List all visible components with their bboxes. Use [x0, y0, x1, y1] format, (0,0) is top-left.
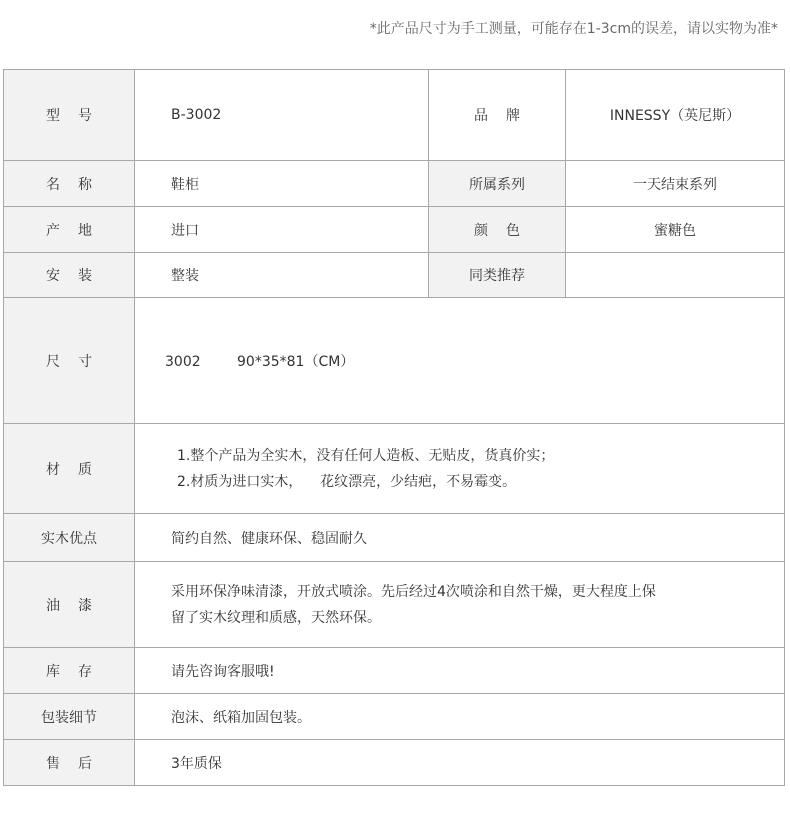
model-label: 型号 — [46, 108, 110, 124]
table-row — [4, 253, 785, 298]
material-line-2: 2.材质为进口实木， 花纹漂亮，少结疤，不易霉变。 — [177, 473, 517, 490]
brand-value-cell — [566, 70, 785, 161]
table-row — [4, 424, 785, 514]
paint-line-1: 采用环保净味清漆，开放式喷涂。先后经过4次喷涂和自然干燥，更大程度上保 — [171, 583, 656, 600]
stock-label: 库存 — [46, 663, 110, 680]
paint-value-cell — [135, 562, 785, 648]
table-row — [4, 740, 785, 786]
table-row — [4, 161, 785, 207]
name-label-cell — [4, 161, 135, 207]
material-value-cell — [135, 424, 785, 514]
aftersale-label-cell — [4, 740, 135, 786]
size-dimensions: 90*35*81（CM） — [237, 353, 355, 370]
series-value: 一天结束系列 — [633, 176, 717, 193]
name-value: 鞋柜 — [171, 176, 199, 193]
advantage-label-cell — [4, 514, 135, 562]
stock-label-cell — [4, 648, 135, 694]
paint-label: 油漆 — [46, 597, 110, 614]
table-row — [4, 70, 785, 161]
packing-label: 包装细节 — [41, 709, 97, 726]
size-label: 尺寸 — [46, 353, 110, 370]
table-row — [4, 514, 785, 562]
material-line-1: 1.整个产品为全实木，没有任何人造板、无贴皮，货真价实； — [177, 447, 555, 464]
install-value: 整装 — [171, 268, 199, 284]
material-label-cell — [4, 424, 135, 514]
name-value-cell — [135, 161, 429, 207]
brand-value: INNESSY（英尼斯） — [609, 108, 741, 124]
origin-label-cell — [4, 207, 135, 253]
size-label-cell — [4, 298, 135, 424]
color-value: 蜜糖色 — [654, 222, 696, 239]
model-value-cell — [135, 70, 429, 161]
advantage-value: 简约自然、健康环保、稳固耐久 — [171, 530, 367, 547]
table-row — [4, 298, 785, 424]
table-row — [4, 562, 785, 648]
origin-value-cell — [135, 207, 429, 253]
color-label: 颜色 — [474, 222, 538, 239]
series-label-cell — [429, 161, 566, 207]
aftersale-value-cell — [135, 740, 785, 786]
stock-value: 请先咨询客服哦! — [171, 663, 275, 680]
paint-line-2: 留了实木纹理和质感，天然环保。 — [171, 609, 381, 626]
packing-value: 泡沫、纸箱加固包装。 — [171, 709, 311, 726]
color-value-cell — [566, 207, 785, 253]
material-label: 材质 — [46, 461, 110, 478]
brand-label-cell — [429, 70, 566, 161]
advantage-value-cell — [135, 514, 785, 562]
table-row — [4, 694, 785, 740]
model-label-cell — [4, 70, 135, 161]
measurement-note: *此产品尺寸为手工测量，可能存在1-3cm的误差，请以实物为准* — [369, 21, 778, 37]
table-row — [4, 648, 785, 694]
stock-value-cell — [135, 648, 785, 694]
install-label-cell — [4, 253, 135, 298]
packing-value-cell — [135, 694, 785, 740]
size-code: 3002 — [165, 353, 201, 370]
similar-value-cell — [566, 253, 785, 298]
series-value-cell — [566, 161, 785, 207]
packing-label-cell — [4, 694, 135, 740]
install-value-cell — [135, 253, 429, 298]
brand-label: 品牌 — [474, 108, 538, 124]
origin-label: 产地 — [46, 222, 110, 239]
color-label-cell — [429, 207, 566, 253]
name-label: 名称 — [46, 176, 110, 193]
table-row — [4, 207, 785, 253]
product-spec-table — [3, 69, 785, 786]
aftersale-value: 3年质保 — [171, 755, 222, 772]
paint-label-cell — [4, 562, 135, 648]
similar-label-cell — [429, 253, 566, 298]
advantage-label: 实木优点 — [41, 530, 97, 547]
model-value: B-3002 — [171, 107, 222, 123]
install-label: 安装 — [46, 268, 110, 284]
aftersale-label: 售后 — [46, 755, 110, 772]
series-label: 所属系列 — [469, 176, 525, 193]
similar-label: 同类推荐 — [469, 268, 525, 284]
size-value-cell — [135, 298, 785, 424]
origin-value: 进口 — [171, 222, 199, 239]
